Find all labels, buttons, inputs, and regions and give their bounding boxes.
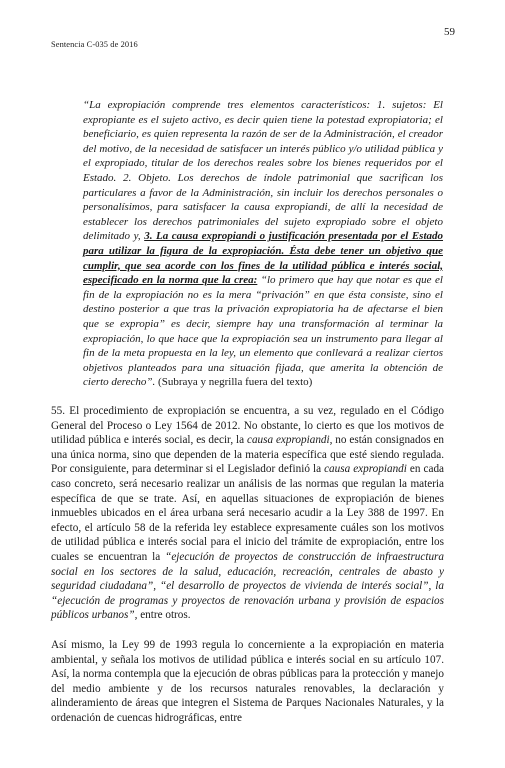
p55-italic-3: “ejecución de proyectos de construcción de infraestructura social en los sectores de la salud, educación, recreación, centrales de abasto y seguridad ciudadana”, “el desarrollo de proyectos de vivienda de interés social”, la “ejecución de programas y proyectos de renovación urbana y provisión de espacios públicos urbanos”, — [51, 550, 445, 622]
quote-note: (Subraya y negrilla fuera del texto) — [155, 376, 313, 389]
quote-bold-underlined: 3. La causa expropiandi o justificación presentada por el Estado para utilizar la figura de la expropiación. Ésta debe tener un objetivo que cumplir, que sea acorde con los fines de la utilidad pública e interés social, especificado en la norma que la crea: — [83, 230, 444, 287]
p55-italic-1: causa expropiandi, — [246, 434, 333, 447]
p55-text-2: no están consignados en una única norma, sino que dependen de la materia específica que esté siendo regulada. Por consiguiente, para determinar si el Legislador definió la — [51, 434, 445, 476]
p56-text: Así mismo, la Ley 99 de 1993 regula lo concerniente a la expropiación en materia ambiental, y señala los motivos de utilidad pública e interés social en su artículo 107. Así, la norma contempla que la ejecución de obras públicas para la protección y manejo del medio ambiente y de los recursos naturales renovables, la declaración y alinderamiento de áreas que integren el Sistema de Parques Nacionales Naturales, y la ordenación de cuencas hidrográficas, entre — [51, 639, 444, 724]
paragraph-56 — [51, 638, 444, 726]
quote-text-1: “La expropiación comprende tres elementos característicos: 1. sujetos: El expropiante es el sujeto activo, es decir quien tiene la potestad expropiatoria; el beneficiario, es quien representa la razón de ser de la Administración, el creador del motivo, de la necesidad de satisfacer un interés público y/o utilidad pública y el expropiado, titular de los derechos reales sobre los bienes requeridos por el Estado. 2. Objeto. Los derechos de índole patrimonial que sacrifican los particulares a favor de la Administración, sin incluir los derechos personales o personalísimos, para satisfacer la causa expropiandi, de allí la necesidad de establecer los derechos patrimoniales del sujeto expropiado sobre el objeto delimitado y, — [83, 99, 443, 243]
paragraph-55 — [51, 404, 444, 623]
p55-text-1: 55. El procedimiento de expropiación se encuentra, a su vez, regulado en el Código General del Proceso o Ley 1564 de 2012. No obstante, lo cierto es que los motivos de utilidad pública e interés social, es decir, la — [51, 405, 444, 447]
p55-text-3: en cada caso concreto, será necesario realizar un análisis de las normas que regulan la materia específica de que se trate. Así, en aquellas situaciones de expropiación de bienes inmuebles ubicados en el área urbana será necesario acudir a la Ley 388 de 1997. En efecto, el artículo 58 de la referida ley establece expresamente cuáles son los motivos de utilidad pública e interés social para el inicio del trámite de expropiación, entre los cuales se encuentran la — [51, 463, 445, 563]
p55-italic-2: causa expropiandi — [324, 463, 407, 476]
block-quote — [83, 98, 443, 390]
quote-text-2: “lo primero que hay que notar es que el fin de la expropiación no es la mera “privación” en que ésta consiste, sino el destino posterior a que tras la privación expropiatoria ha de afectarse el bien que se expropia” es decir, siempre hay una transformación al terminar la expropiación, lo que hace que la expropiación sea un instrumento para llegar al fin de la meta propuesta en la ley, un elemento que conllevará a realizar ciertos objetivos planteados para una situación fijada, que amerita la obtención de cierto derecho”. — [83, 274, 443, 389]
running-header: Sentencia C-035 de 2016 — [51, 40, 138, 49]
p55-text-4: entre otros. — [137, 609, 191, 622]
page-number: 59 — [444, 26, 455, 38]
